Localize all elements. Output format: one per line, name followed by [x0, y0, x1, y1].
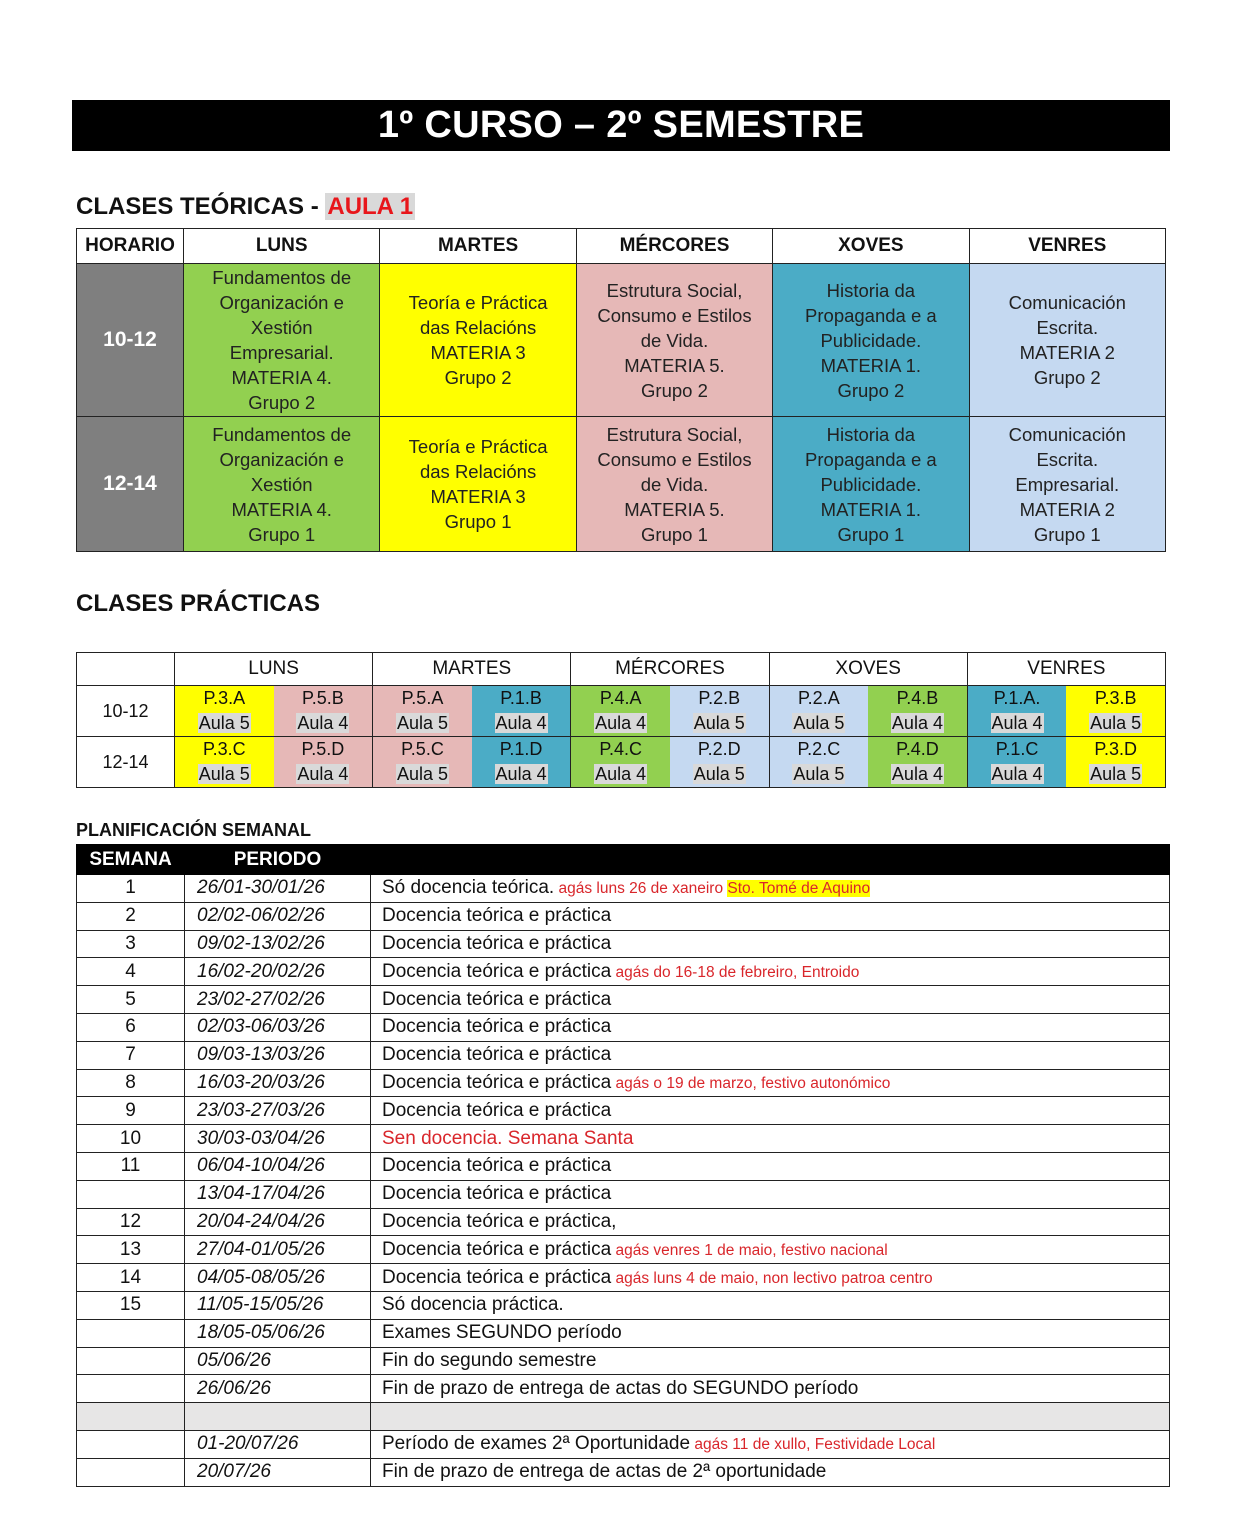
practicas-cell [967, 686, 1066, 737]
periodo-cell: 09/03-13/03/26 [185, 1041, 371, 1069]
practicas-cell [571, 686, 670, 737]
planificacion-row [77, 1375, 1170, 1403]
periodo-cell: 01-20/07/26 [185, 1430, 371, 1458]
practicas-group: P.4.C [599, 739, 643, 759]
teoricas-class-line: Grupo 1 [1033, 523, 1101, 545]
practicas-aula-line [968, 711, 1067, 736]
planificacion-row [77, 1236, 1170, 1264]
teoricas-class-line: Propaganda e a [805, 448, 937, 470]
descripcion-cell [371, 1152, 1170, 1180]
teoricas-class-line: Publicidade. [820, 329, 922, 351]
planificacion-row [77, 1319, 1170, 1347]
teoricas-class-line: Organización e [219, 292, 344, 313]
practicas-cell [373, 686, 472, 737]
practicas-aula: Aula 4 [891, 713, 943, 733]
teoricas-class-line: MATERIA 2 [1019, 342, 1115, 363]
planificacion-row [77, 958, 1170, 986]
practicas-aula-line [571, 762, 670, 787]
descripcion-text: Exames SEGUNDO período [382, 1322, 622, 1344]
semana-cell [77, 1319, 185, 1347]
teoricas-class-line: Comunicación [1008, 423, 1126, 445]
teoricas-class-cell [576, 264, 772, 417]
descripcion-text: Docencia teórica e práctica [382, 932, 612, 954]
practicas-aula: Aula 4 [595, 764, 647, 784]
practicas-aula-line [868, 762, 967, 787]
periodo-cell: 11/05-15/05/26 [185, 1291, 371, 1319]
practicas-group: P.4.A [599, 688, 642, 708]
practicas-table [76, 652, 1166, 788]
practicas-aula-line [274, 762, 373, 787]
periodo-cell: 18/05-05/06/26 [185, 1319, 371, 1347]
semana-cell: 14 [77, 1264, 185, 1292]
teoricas-header-cell: HORARIO [77, 229, 184, 264]
practicas-cell [670, 737, 769, 788]
teoricas-class-line: Historia da [826, 279, 916, 301]
teoricas-class-cell [773, 417, 969, 552]
practicas-slot: 12-14 [77, 737, 175, 788]
teoricas-slot: 12-14 [77, 417, 184, 552]
descripcion-cell [371, 1291, 1170, 1319]
practicas-group: P.2.A [798, 688, 840, 708]
planificacion-row [77, 1180, 1170, 1208]
practicas-cell [274, 737, 373, 788]
teoricas-class-line: MATERIA 4. [231, 498, 332, 520]
planificacion-row [77, 1403, 1170, 1431]
descripcion-text: Docencia teórica e práctica [382, 1183, 612, 1205]
periodo-cell: 16/03-20/03/26 [185, 1069, 371, 1097]
practicas-cell [868, 737, 967, 788]
practicas-group: P.3.B [1094, 688, 1137, 708]
planificacion-header-row [77, 845, 1170, 875]
planificacion-row [77, 1291, 1170, 1319]
teoricas-row [77, 417, 1166, 552]
practicas-cell [175, 686, 274, 737]
practicas-group: P.5.B [302, 688, 344, 708]
practicas-group: P.5.D [301, 739, 345, 759]
teoricas-class-line: de Vida. [640, 473, 709, 495]
teoricas-class-line: Grupo 1 [248, 523, 316, 545]
teoricas-title-text: CLASES TEÓRICAS - [76, 193, 326, 220]
semana-cell: 11 [77, 1152, 185, 1180]
practicas-aula: Aula 5 [1090, 713, 1142, 733]
periodo-cell: 09/02-13/02/26 [185, 930, 371, 958]
teoricas-header-cell: MARTES [380, 229, 576, 264]
teoricas-class-line: das Relacións [419, 461, 537, 482]
practicas-group: P.1.C [995, 739, 1039, 759]
practicas-aula-line [1066, 711, 1165, 736]
descripcion-text: Docencia teórica e práctica [382, 905, 612, 927]
practicas-aula-line [1066, 762, 1165, 787]
descripcion-cell [371, 1347, 1170, 1375]
teoricas-class-line: Comunicación [1008, 292, 1126, 313]
practicas-aula-line [175, 711, 274, 736]
descripcion-note: agás luns 26 de xaneiro [554, 880, 728, 898]
planificacion-table [76, 844, 1170, 1487]
planificacion-row [77, 1208, 1170, 1236]
planificacion-row [77, 1264, 1170, 1292]
descripcion-cell [371, 1125, 1170, 1153]
periodo-cell: 02/02-06/02/26 [185, 902, 371, 930]
practicas-aula-line [770, 762, 869, 787]
planificacion-row [77, 1152, 1170, 1180]
teoricas-slot: 10-12 [77, 264, 184, 417]
planificacion-row [77, 1041, 1170, 1069]
practicas-aula-line [770, 711, 869, 736]
descripcion-cell [371, 1264, 1170, 1292]
practicas-cell [670, 686, 769, 737]
descripcion-text: Fin de prazo de entrega de actas do SEGUNDO período [382, 1377, 859, 1399]
practicas-group: P.1.A. [993, 688, 1041, 708]
semana-cell [77, 1430, 185, 1458]
semana-cell: 8 [77, 1069, 185, 1097]
practicas-day-header: MARTES [373, 653, 571, 686]
teoricas-class-line: Propaganda e a [805, 304, 937, 326]
descripcion-cell [371, 1375, 1170, 1403]
semana-cell: 13 [77, 1236, 185, 1264]
practicas-cell [274, 686, 373, 737]
periodo-cell: 23/02-27/02/26 [185, 986, 371, 1014]
semana-cell: 2 [77, 902, 185, 930]
semana-cell [77, 1347, 185, 1375]
semana-cell: 5 [77, 986, 185, 1014]
practicas-aula-line [472, 711, 571, 736]
teoricas-header-cell: VENRES [969, 229, 1165, 264]
practicas-day-header: MÉRCORES [571, 653, 769, 686]
practicas-day-header: XOVES [769, 653, 967, 686]
page-title: 1º CURSO – 2º SEMESTRE [72, 100, 1170, 151]
practicas-aula: Aula 4 [991, 713, 1043, 733]
teoricas-class-line: Grupo 2 [248, 392, 316, 413]
periodo-cell: 16/02-20/02/26 [185, 958, 371, 986]
teoricas-class-line: Teoría e Práctica [408, 292, 548, 313]
planificacion-title: PLANIFICACIÓN SEMANAL [76, 820, 311, 840]
periodo-cell: 20/07/26 [185, 1458, 371, 1486]
planificacion-row [77, 902, 1170, 930]
planificacion-header-cell [371, 845, 1170, 875]
teoricas-row [77, 264, 1166, 417]
descripcion-text: Docencia teórica e práctica [382, 960, 612, 982]
descripcion-cell [371, 902, 1170, 930]
practicas-aula-line [274, 711, 373, 736]
practicas-cell [967, 737, 1066, 788]
practicas-aula-line [472, 762, 571, 787]
descripcion-cell [371, 958, 1170, 986]
descripcion-note: agás o 19 de marzo, festivo autonómico [611, 1074, 891, 1092]
descripcion-cell [371, 1013, 1170, 1041]
practicas-group: P.1.D [499, 739, 543, 759]
practicas-cell [175, 737, 274, 788]
practicas-aula-line [968, 762, 1067, 787]
semana-cell: 9 [77, 1097, 185, 1125]
teoricas-class-line: Empresarial. [229, 342, 334, 363]
periodo-cell: 30/03-03/04/26 [185, 1125, 371, 1153]
descripcion-highlight: Sto. Tomé de Aquino [727, 880, 871, 898]
descripcion-cell [371, 1208, 1170, 1236]
practicas-group: P.3.C [202, 739, 246, 759]
practicas-group: P.2.D [697, 739, 741, 759]
descripcion-cell [371, 1458, 1170, 1486]
planificacion-row [77, 1013, 1170, 1041]
teoricas-class-cell [576, 417, 772, 552]
teoricas-class-line: MATERIA 5. [624, 498, 725, 520]
practicas-cell [769, 737, 868, 788]
practicas-cell [571, 737, 670, 788]
teoricas-class-cell [184, 417, 380, 552]
planificacion-row [77, 1458, 1170, 1486]
descripcion-text: Docencia teórica e práctica [382, 1238, 612, 1260]
semana-cell: 12 [77, 1208, 185, 1236]
semana-cell: 6 [77, 1013, 185, 1041]
descripcion-cell [371, 930, 1170, 958]
descripcion-text: Docencia teórica e práctica [382, 988, 612, 1010]
practicas-day-header: VENRES [967, 653, 1165, 686]
teoricas-title [76, 193, 415, 221]
teoricas-class-line: Xestión [250, 473, 313, 495]
planificacion-row [77, 1430, 1170, 1458]
teoricas-class-cell [184, 264, 380, 417]
practicas-row [77, 686, 1166, 737]
descripcion-cell [371, 1430, 1170, 1458]
planificacion-row [77, 986, 1170, 1014]
practicas-aula-line [670, 711, 769, 736]
practicas-aula: Aula 4 [297, 713, 349, 733]
teoricas-class-line: Consumo e Estilos [597, 448, 752, 470]
semana-cell: 15 [77, 1291, 185, 1319]
semana-cell: 7 [77, 1041, 185, 1069]
practicas-aula: Aula 5 [693, 764, 745, 784]
semana-cell [77, 1180, 185, 1208]
descripcion-cell [371, 1319, 1170, 1347]
planificacion-row [77, 930, 1170, 958]
teoricas-class-line: Historia da [826, 423, 916, 445]
practicas-day-header: LUNS [175, 653, 373, 686]
descripcion-cell [371, 1180, 1170, 1208]
descripcion-cell [371, 1041, 1170, 1069]
teoricas-class-cell [380, 264, 576, 417]
planificacion-row [77, 1125, 1170, 1153]
practicas-group: P.3.D [1094, 739, 1138, 759]
teoricas-header-cell: MÉRCORES [576, 229, 772, 264]
teoricas-class-line: de Vida. [640, 329, 709, 351]
teoricas-class-line: MATERIA 1. [820, 498, 922, 520]
teoricas-class-line: Grupo 2 [1033, 367, 1101, 388]
teoricas-header-row [77, 229, 1166, 264]
practicas-corner-cell [77, 653, 175, 686]
teoricas-class-line: Fundamentos de [212, 267, 352, 288]
practicas-cell [472, 686, 571, 737]
practicas-group: P.4.D [896, 739, 939, 759]
descripcion-text: Docencia teórica e práctica, [382, 1210, 617, 1232]
practicas-cell [1066, 686, 1165, 737]
teoricas-class-line: Grupo 1 [837, 523, 905, 545]
practicas-group: P.2.B [698, 688, 741, 708]
descripcion-text: Docencia teórica e práctica [382, 1071, 612, 1093]
teoricas-class-line: Escrita. [1036, 448, 1099, 470]
teoricas-class-line: Grupo 2 [641, 379, 708, 401]
descripcion-cell [371, 1403, 1170, 1431]
teoricas-class-line: Publicidade. [820, 473, 922, 495]
periodo-cell: 23/03-27/03/26 [185, 1097, 371, 1125]
descripcion-note: agás 11 de xullo, Festividade Local [690, 1436, 936, 1454]
teoricas-table [76, 228, 1166, 552]
teoricas-class-line: das Relacións [419, 317, 537, 338]
practicas-aula: Aula 5 [198, 713, 250, 733]
teoricas-class-cell [773, 264, 969, 417]
practicas-group: P.3.A [203, 688, 246, 708]
practicas-group: P.5.C [401, 739, 444, 759]
descripcion-cell [371, 1097, 1170, 1125]
teoricas-class-line: MATERIA 5. [624, 354, 725, 376]
practicas-cell [769, 686, 868, 737]
periodo-cell: 13/04-17/04/26 [185, 1180, 371, 1208]
planificacion-row [77, 1347, 1170, 1375]
semana-cell: 10 [77, 1125, 185, 1153]
periodo-cell: 26/01-30/01/26 [185, 875, 371, 903]
teoricas-class-line: Fundamentos de [212, 423, 352, 445]
semana-cell [77, 1403, 185, 1431]
periodo-cell: 20/04-24/04/26 [185, 1208, 371, 1236]
practicas-aula: Aula 5 [793, 713, 845, 733]
practicas-title: CLASES PRÁCTICAS [76, 590, 321, 617]
practicas-slot: 10-12 [77, 686, 175, 737]
practicas-aula: Aula 4 [495, 713, 547, 733]
semana-cell: 3 [77, 930, 185, 958]
practicas-group: P.2.C [797, 739, 841, 759]
descripcion-note: agás do 16-18 de febreiro, Entroido [611, 963, 860, 981]
teoricas-class-line: MATERIA 1. [820, 354, 922, 376]
teoricas-class-line: Estrutura Social, [606, 279, 743, 301]
teoricas-class-line: Organización e [219, 448, 344, 470]
semana-cell [77, 1458, 185, 1486]
descripcion-text: Só docencia teórica. [382, 877, 555, 899]
practicas-header-row [77, 653, 1166, 686]
periodo-cell: 05/06/26 [185, 1347, 371, 1375]
practicas-row [77, 737, 1166, 788]
planificacion-header-cell: PERIODO [185, 845, 371, 875]
descripcion-cell [371, 986, 1170, 1014]
practicas-aula: Aula 5 [793, 764, 845, 784]
teoricas-class-line: MATERIA 3 [430, 486, 526, 507]
practicas-cell [868, 686, 967, 737]
practicas-aula: Aula 4 [595, 713, 647, 733]
teoricas-class-line: MATERIA 4. [231, 367, 332, 388]
planificacion-header-cell: SEMANA [77, 845, 185, 875]
practicas-group: P.5.A [401, 688, 444, 708]
planificacion-row [77, 1069, 1170, 1097]
teoricas-header-cell: XOVES [773, 229, 969, 264]
descripcion-text: Docencia teórica e práctica [382, 1155, 612, 1177]
practicas-aula: Aula 4 [495, 764, 547, 784]
descripcion-text: Docencia teórica e práctica [382, 1099, 612, 1121]
practicas-cell [1066, 737, 1165, 788]
practicas-group: P.1.B [500, 688, 542, 708]
semana-cell: 1 [77, 875, 185, 903]
periodo-cell: 26/06/26 [185, 1375, 371, 1403]
periodo-cell: 04/05-08/05/26 [185, 1264, 371, 1292]
practicas-aula: Aula 5 [396, 764, 448, 784]
descripcion-text: Só docencia práctica. [382, 1294, 564, 1316]
practicas-aula-line [175, 762, 274, 787]
teoricas-class-line: Consumo e Estilos [597, 304, 752, 326]
practicas-aula: Aula 4 [297, 764, 349, 784]
periodo-cell: 02/03-06/03/26 [185, 1013, 371, 1041]
descripcion-text: Docencia teórica e práctica [382, 1266, 612, 1288]
periodo-cell [185, 1403, 371, 1431]
practicas-aula: Aula 5 [693, 713, 745, 733]
teoricas-aula: AULA 1 [327, 193, 414, 220]
descripcion-note: agás venres 1 de maio, festivo nacional [611, 1241, 888, 1259]
descripcion-cell [371, 1069, 1170, 1097]
teoricas-class-line: Grupo 2 [837, 379, 905, 401]
teoricas-class-cell [380, 417, 576, 552]
teoricas-class-line: Grupo 2 [444, 367, 512, 388]
teoricas-class-line: MATERIA 2 [1019, 498, 1115, 520]
descripcion-text: Período de exames 2ª Oportunidade [382, 1433, 691, 1455]
periodo-cell: 06/04-10/04/26 [185, 1152, 371, 1180]
teoricas-class-line: Escrita. [1036, 317, 1099, 338]
descripcion-text: Docencia teórica e práctica [382, 1016, 612, 1038]
descripcion-text: Fin de prazo de entrega de actas de 2ª oportunidade [382, 1461, 827, 1483]
periodo-cell: 27/04-01/05/26 [185, 1236, 371, 1264]
teoricas-class-line: Xestión [250, 317, 313, 338]
descripcion-cell [371, 1236, 1170, 1264]
descripcion-text: Fin do segundo semestre [382, 1349, 597, 1371]
practicas-cell [472, 737, 571, 788]
practicas-aula: Aula 4 [891, 764, 943, 784]
practicas-aula-line [868, 711, 967, 736]
descripcion-cell [371, 875, 1170, 903]
practicas-aula: Aula 5 [396, 713, 448, 733]
descripcion-text: Sen docencia. Semana Santa [382, 1127, 634, 1149]
practicas-aula-line [670, 762, 769, 787]
practicas-group: P.4.B [896, 688, 939, 708]
practicas-aula: Aula 5 [1090, 764, 1142, 784]
teoricas-class-line: MATERIA 3 [430, 342, 526, 363]
practicas-aula-line [373, 711, 472, 736]
teoricas-class-line: Empresarial. [1015, 473, 1120, 495]
practicas-aula-line [373, 762, 472, 787]
descripcion-text: Docencia teórica e práctica [382, 1044, 612, 1066]
semana-cell [77, 1375, 185, 1403]
teoricas-class-cell [969, 417, 1165, 552]
descripcion-note: agás luns 4 de maio, non lectivo patroa centro [611, 1269, 933, 1287]
teoricas-class-line: Grupo 1 [641, 523, 708, 545]
semana-cell: 4 [77, 958, 185, 986]
practicas-aula: Aula 4 [991, 764, 1043, 784]
teoricas-class-line: Teoría e Práctica [408, 436, 548, 457]
practicas-cell [373, 737, 472, 788]
teoricas-class-line: Estrutura Social, [606, 423, 743, 445]
teoricas-class-cell [969, 264, 1165, 417]
planificacion-row [77, 875, 1170, 903]
teoricas-header-cell: LUNS [184, 229, 380, 264]
practicas-aula: Aula 5 [198, 764, 250, 784]
practicas-aula-line [571, 711, 670, 736]
planificacion-row [77, 1097, 1170, 1125]
teoricas-class-line: Grupo 1 [444, 511, 512, 532]
